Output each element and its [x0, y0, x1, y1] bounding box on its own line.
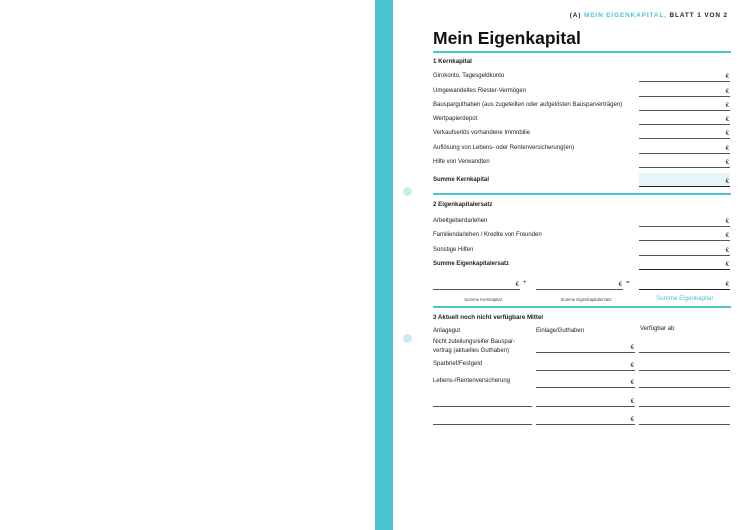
title-rule: [433, 51, 731, 53]
ersatz-amount-field[interactable]: [639, 216, 730, 227]
caption-summe-kernkapital: Summe Kernkapital: [464, 297, 502, 302]
plus-sign: +: [523, 280, 527, 286]
euro-sign: €: [630, 345, 634, 351]
einlage-field[interactable]: [536, 396, 635, 407]
kern-amount-field[interactable]: [639, 71, 730, 82]
verfuegbar-field[interactable]: [639, 342, 730, 353]
ersatz-row-label: Sonstige Hilfen: [433, 247, 474, 253]
section-rule: [433, 306, 731, 308]
euro-sign: €: [725, 233, 729, 239]
equals-sign: =: [626, 280, 630, 286]
euro-sign: €: [725, 179, 729, 185]
einlage-field[interactable]: [536, 414, 635, 425]
kern-amount-field[interactable]: [639, 157, 730, 168]
kern-row-label: Bausparguthaben (aus zugeteilten oder aufgelösten Bausparverträgen): [433, 102, 623, 108]
asset-label: Sparbrief/Festgeld: [433, 361, 483, 367]
verfuegbar-field[interactable]: [639, 377, 730, 388]
sum-kernkapital-label: Summe Kernkapital: [433, 177, 490, 183]
euro-sign: €: [725, 262, 729, 268]
kern-row-label: Umgewandeltes Riester-Vermögen: [433, 88, 527, 94]
page-title: Mein Eigenkapital: [433, 28, 581, 48]
verfuegbar-field[interactable]: [639, 414, 730, 425]
section3-heading: 3 Aktuell noch nicht verfügbare Mittel: [433, 314, 544, 321]
asset-label: Lebens-/Rentenversicherung: [433, 378, 511, 384]
header-sheet: BLATT 1 VON 2: [669, 12, 728, 19]
verfuegbar-field[interactable]: [639, 396, 730, 407]
euro-sign: €: [618, 282, 622, 288]
col-verfuegbar: Verfügbar ab: [640, 326, 675, 332]
kern-amount-field[interactable]: [639, 86, 730, 97]
euro-sign: €: [630, 380, 634, 386]
section1-heading: 1 Kernkapital: [433, 58, 472, 65]
binding-band: [375, 0, 393, 530]
euro-sign: €: [725, 117, 729, 123]
kern-amount-field[interactable]: [639, 143, 730, 154]
ersatz-amount-field[interactable]: [639, 245, 730, 256]
caption-summe-eigenkapital: Summe Eigenkapital: [656, 295, 713, 302]
sum-ersatz-field[interactable]: [639, 259, 730, 270]
euro-sign: €: [725, 74, 729, 80]
page-header: [570, 12, 728, 19]
euro-sign: €: [725, 146, 729, 152]
asset-field[interactable]: [433, 396, 532, 407]
kern-row-label: Auflösung von Lebens- oder Rentenversicherung(en): [433, 145, 575, 151]
euro-sign: €: [515, 282, 519, 288]
kern-row-label: Girokonto, Tagesgeldkonto: [433, 73, 505, 79]
col-anlagegut: Anlagegut: [433, 328, 461, 334]
asset-field[interactable]: [433, 414, 532, 425]
col-einlage: Einlage/Guthaben: [536, 328, 585, 334]
ersatz-amount-field[interactable]: [639, 230, 730, 241]
total-ersatz-field[interactable]: [536, 279, 623, 290]
ersatz-row-label: Arbeitgeberdarlehen: [433, 218, 488, 224]
einlage-field[interactable]: [536, 360, 635, 371]
caption-summe-ersatz: Summe Eigenkapitalersatz: [560, 297, 612, 302]
kern-amount-field[interactable]: [639, 114, 730, 125]
punch-hole-top: [403, 187, 412, 196]
total-eigenkapital-field[interactable]: [639, 279, 730, 290]
euro-sign: €: [725, 248, 729, 254]
sum-kernkapital-field[interactable]: [639, 173, 730, 187]
kern-amount-field[interactable]: [639, 100, 730, 111]
header-section: MEIN EIGENKAPITAL,: [584, 12, 667, 19]
einlage-field[interactable]: [536, 342, 635, 353]
einlage-field[interactable]: [536, 377, 635, 388]
sum-ersatz-label: Summe Eigenkapitalersatz: [433, 261, 510, 267]
euro-sign: €: [630, 399, 634, 405]
kern-row-label: Verkaufserlös vorhandene Immobilie: [433, 130, 531, 136]
euro-sign: €: [725, 103, 729, 109]
euro-sign: €: [725, 282, 729, 288]
ersatz-row-label: Familiendarlehen / Kredite von Freunden: [433, 232, 542, 238]
kern-row-label: Wertpapierdepot: [433, 116, 478, 122]
section-rule: [433, 193, 731, 195]
verfuegbar-field[interactable]: [639, 360, 730, 371]
euro-sign: €: [725, 219, 729, 225]
total-kern-field[interactable]: [433, 279, 520, 290]
kern-row-label: Hilfe von Verwandten: [433, 159, 490, 165]
section2-heading: 2 Eigenkapitalersatz: [433, 201, 493, 208]
kern-amount-field[interactable]: [639, 128, 730, 139]
header-prefix: (A): [569, 12, 582, 19]
euro-sign: €: [725, 131, 729, 137]
euro-sign: €: [725, 89, 729, 95]
asset-label: Nicht zuteilungsreifer Bauspar- vertrag (aktuelles Guthaben): [433, 339, 516, 354]
euro-sign: €: [725, 160, 729, 166]
euro-sign: €: [630, 363, 634, 369]
euro-sign: €: [630, 417, 634, 423]
punch-hole-bottom: [403, 334, 412, 343]
